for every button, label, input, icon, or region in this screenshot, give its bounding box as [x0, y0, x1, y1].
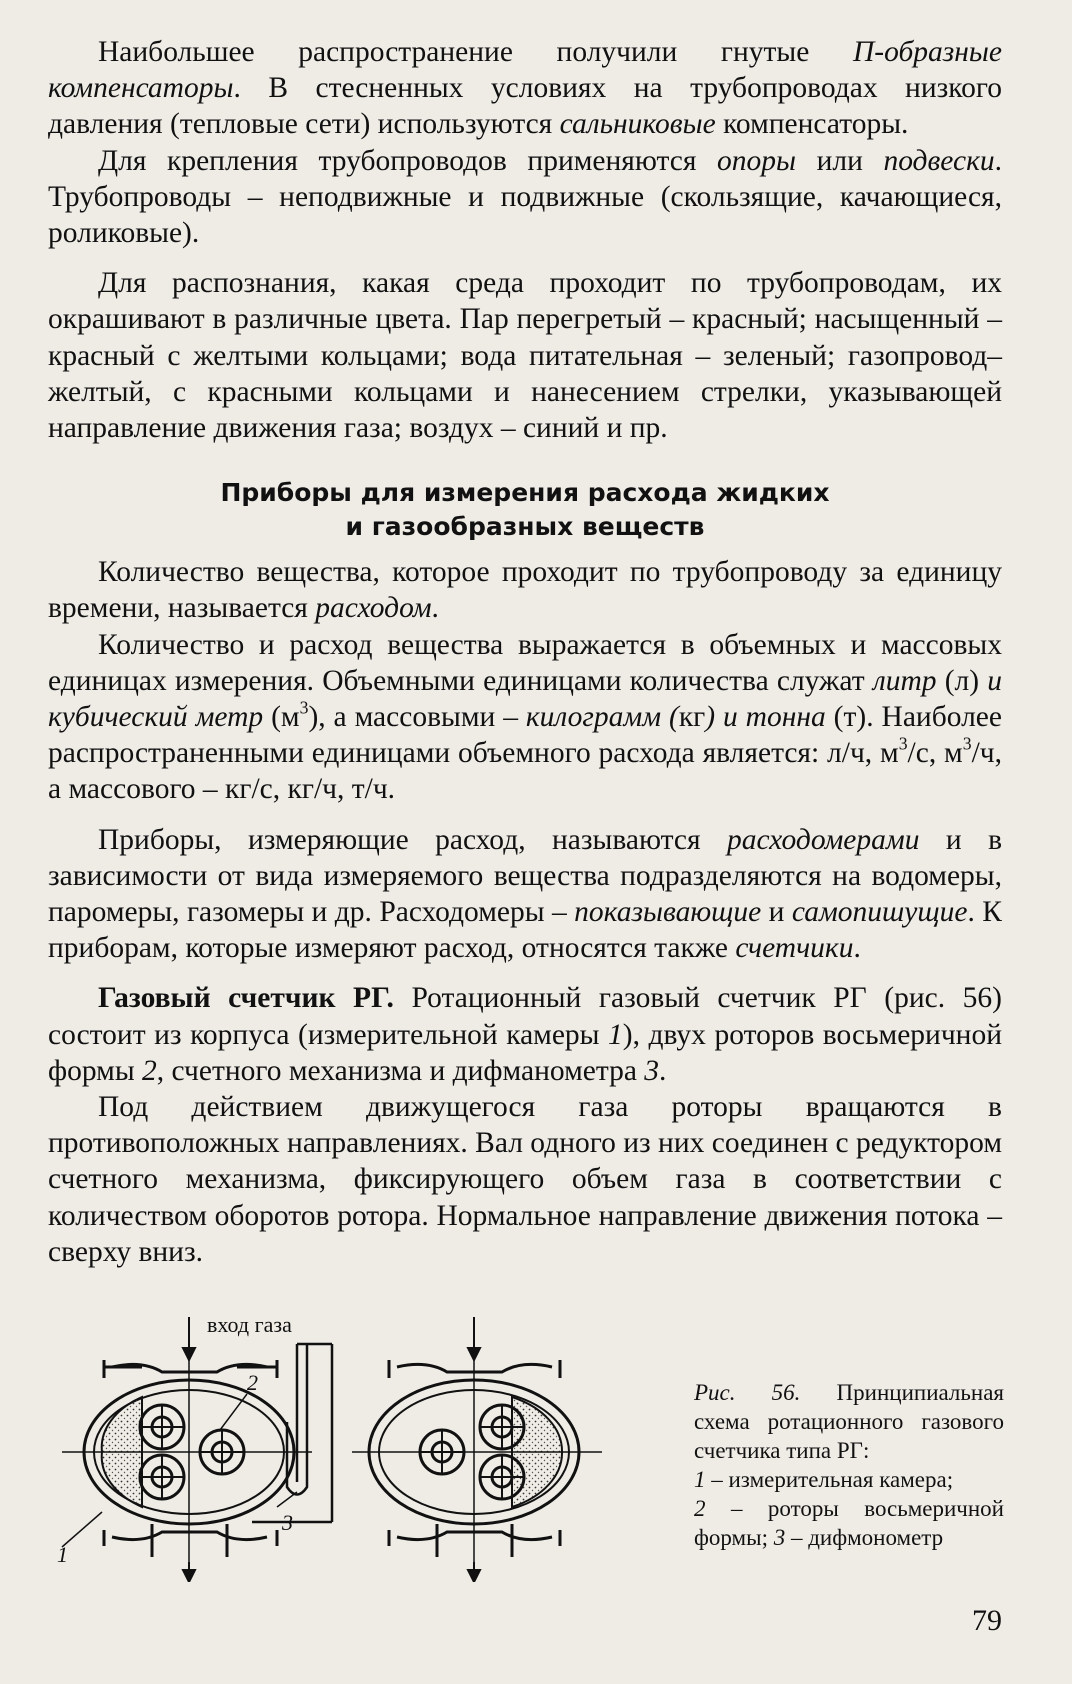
paragraph: Количество и расход вещества выражается в объемных и массовых единицах измерения. Объемными единицами количества служат литр (л) и кубический метр $(м^3)$, а массовыми – килограмм (кг) и тонна (т). Наиболее распространенными единицами объемного расхода является: л/ч, $м^3/с$, $м^3/ч$, а массового – кг/с, кг/ч, т/ч.: [48, 628, 1002, 806]
paragraph: Газовый счетчик РГ. Ротационный газовый счетчик РГ (рис. 56) состоит из корпуса (измерительной камеры 1), двух роторов восьмеричной формы 2, счетного механизма и дифманометра 3.: [48, 982, 1002, 1087]
label-2: 2: [247, 1370, 258, 1395]
paragraph: Под действием движущегося газа роторы вращаются в противоположных направлениях. Вал одного из них соединен с редуктором счетного механизма, фиксирующего объем газа в соответствии с количеством оборотов ротора. Нормальное направление движения потока – сверху вниз.: [48, 1091, 1002, 1268]
right-meter: [352, 1337, 602, 1577]
paragraph: Количество вещества, которое проходит по трубопроводу за единицу времени, называется расходом.: [48, 556, 1002, 625]
paragraph: Наибольшее распространение получили гнутые П-образные компенсаторы. В стесненных условиях на трубопроводах низкого давления (тепловые сети) используются сальниковые компенсаторы.: [48, 36, 1002, 141]
paragraph: Для крепления трубопроводов применяются опоры или подвески. Трубопроводы – неподвижные и подвижные (скользящие, качающиеся, роликовые).: [48, 144, 1002, 250]
label-1: 1: [57, 1542, 68, 1567]
paragraph: Для распознания, какая среда проходит по трубопроводам, их окрашивают в различные цвета. Пар перегретый – красный; насыщенный – красный с желтыми кольцами; вода питательная – зеленый; газопровод– желтый, с красными кольцами и нанесением стрелки, указывающей направление движения газа; воздух – синий и пр.: [48, 267, 1002, 445]
inlet-label: вход газа: [207, 1312, 292, 1337]
left-meter: [62, 1337, 312, 1577]
label-3: 3: [282, 1510, 293, 1535]
gas-meter-diagram: [42, 1312, 682, 1582]
paragraph: Приборы, измеряющие расход, называются расходомерами и в зависимости от вида измеряемого вещества подразделяются на водомеры, паромеры, газомеры и др. Расходомеры – показывающие и самопишущие. К приборам, которые измеряют расход, относятся также счетчики.: [48, 823, 1003, 965]
page-number: 79: [972, 1604, 1002, 1637]
body-text: [48, 34, 1002, 1270]
figure-caption: Рис. 56. Принципиальная схема ротационного газового счетчика типа РГ: 1 – измерительная камера; 2 – роторы восьмеричной формы; 3 – дифмонометр: [694, 1380, 1004, 1550]
section-heading: Приборы для измерения расхода жидких и газообразных веществ: [220, 478, 830, 542]
